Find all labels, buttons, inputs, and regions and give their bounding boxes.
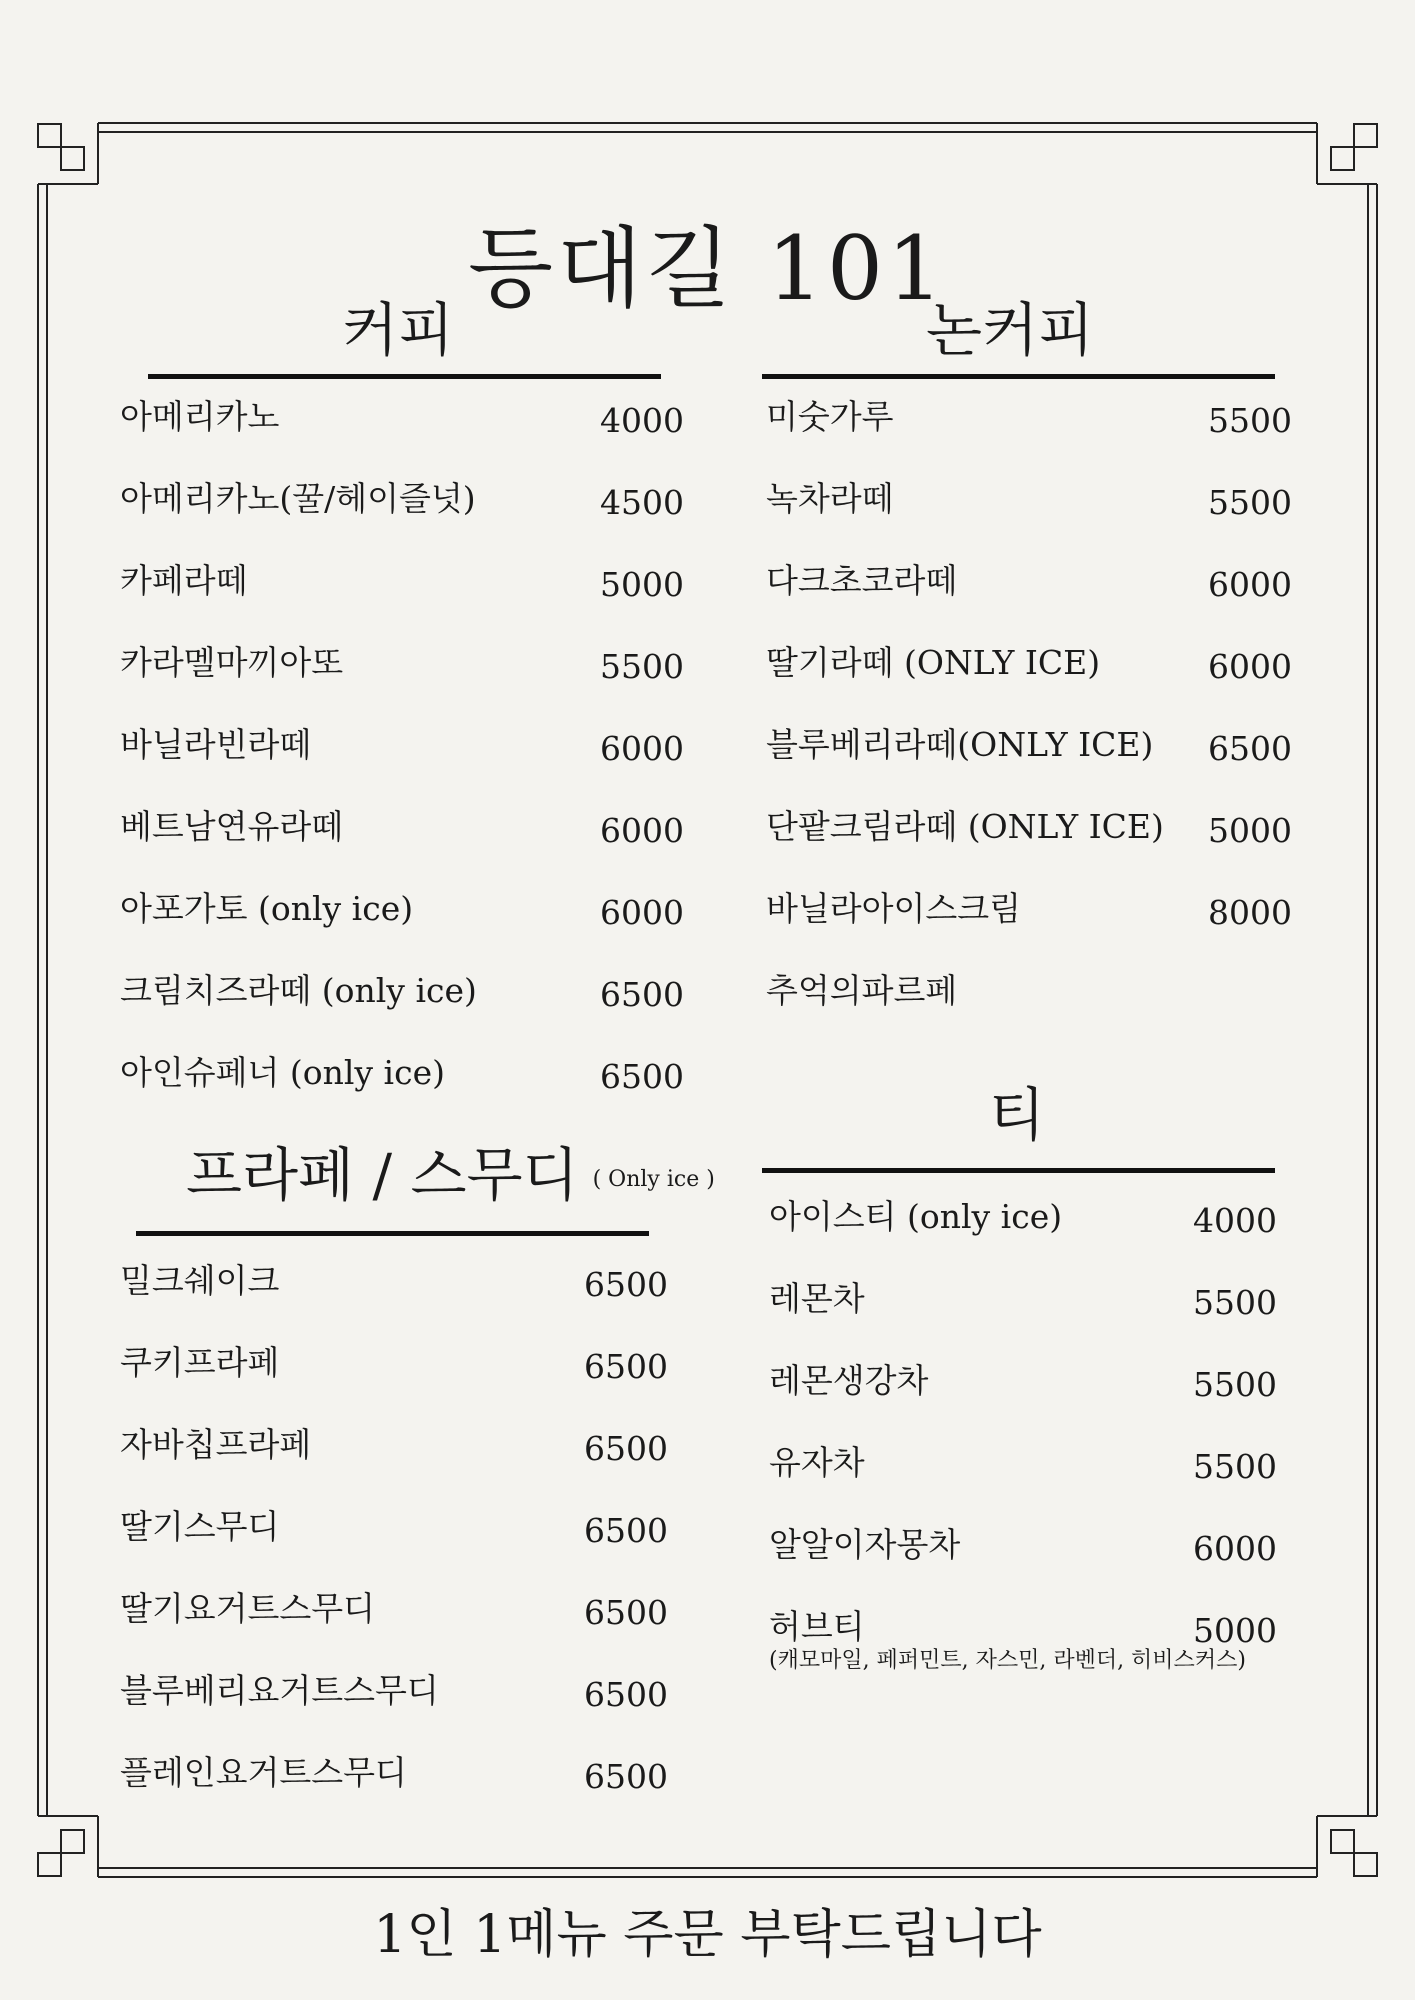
menu-item [769, 1602, 1277, 1673]
menu-item-name: 알알이자몽차 [769, 1525, 961, 1564]
menu-item-price: 4000 [1193, 1201, 1277, 1240]
menu-item-description: (캐모마일, 페퍼민트, 자스민, 라벤더, 히비스커스) [769, 1648, 1246, 1673]
menu-item [120, 802, 684, 852]
menu-item-name: 바닐라아이스크림 [766, 889, 1022, 928]
menu-item-name: 베트남연유라떼 [120, 807, 344, 846]
menu-item-name: 미숫가루 [766, 397, 894, 436]
menu-item [769, 1438, 1277, 1488]
section-rule-frappe [136, 1231, 649, 1236]
menu-item-price: 5500 [1193, 1365, 1277, 1404]
menu-item-price: 5500 [1208, 401, 1292, 440]
menu-item-price: 6000 [1193, 1529, 1277, 1568]
section-rule-coffee [148, 374, 661, 379]
menu-item [120, 1502, 668, 1552]
menu-item-name: 아인슈페너 (only ice) [120, 1053, 446, 1092]
menu-item [120, 1048, 684, 1098]
menu-item-name: 딸기스무디 [120, 1507, 280, 1546]
menu-item-price: 6500 [1208, 729, 1292, 768]
section-title-coffee: 커피 [341, 296, 455, 364]
menu-item [766, 392, 1292, 442]
menu-item [769, 1520, 1277, 1570]
menu-item [769, 1192, 1277, 1242]
menu-item-price: 6500 [584, 1265, 668, 1304]
menu-item-name: 레몬생강차 [769, 1361, 929, 1400]
menu-item-price: 6500 [584, 1347, 668, 1386]
menu-item-name: 레몬차 [769, 1279, 865, 1318]
menu-item [120, 1748, 668, 1798]
menu-item-price: 5500 [1193, 1447, 1277, 1486]
menu-item [766, 966, 1286, 1016]
section-note-frappe: ( Only ice ) [592, 1166, 715, 1192]
menu-item [120, 1420, 668, 1470]
menu-item-price: 5500 [1193, 1283, 1277, 1322]
menu-item [766, 802, 1292, 852]
menu-item-name: 아이스티 (only ice) [769, 1197, 1063, 1236]
menu-item-name: 녹차라떼 [766, 479, 894, 518]
menu-item-price: 6000 [1208, 565, 1292, 604]
menu-item-name: 바닐라빈라떼 [120, 725, 312, 764]
menu-item-price: 6500 [600, 975, 684, 1014]
menu-item-name: 유자차 [769, 1443, 865, 1482]
menu-item-price: 6500 [584, 1675, 668, 1714]
menu-item [766, 884, 1292, 934]
menu-item-name: 허브티 [769, 1607, 865, 1646]
menu-item [120, 1256, 668, 1306]
menu-item-price: 4500 [600, 483, 684, 522]
section-title-frappe [136, 1140, 736, 1215]
menu-item-price: 6500 [584, 1757, 668, 1796]
menu-item [120, 720, 684, 770]
menu-item-price: 5500 [600, 647, 684, 686]
menu-item-price: 6500 [584, 1593, 668, 1632]
menu-item-name: 추억의파르페 [766, 971, 958, 1010]
menu-item [766, 474, 1292, 524]
menu-item-price: 5000 [1193, 1611, 1277, 1650]
menu-item-name: 블루베리요거트스무디 [120, 1671, 439, 1710]
menu-item-name: 플레인요거트스무디 [120, 1753, 407, 1792]
page-title: 등대길 101 [468, 216, 947, 320]
menu-item-price: 6000 [600, 893, 684, 932]
menu-item-name: 자바칩프라페 [120, 1425, 312, 1464]
menu-item-price: 5000 [600, 565, 684, 604]
menu-item-name: 크림치즈라떼 (only ice) [120, 971, 477, 1010]
section-title-frappe-label: 프라페 / 스무디 [186, 1141, 579, 1209]
menu-item-price: 5000 [1208, 811, 1292, 850]
menu-item-price: 6000 [600, 811, 684, 850]
menu-item-name: 밀크쉐이크 [120, 1261, 280, 1300]
menu-item [766, 720, 1292, 770]
menu-item-name: 카라멜마끼아또 [120, 643, 344, 682]
menu-item-name: 쿠키프라페 [120, 1343, 280, 1382]
menu-item-name: 카페라떼 [120, 561, 248, 600]
section-title-noncoffee: 논커피 [925, 296, 1095, 364]
menu-item-price: 6000 [600, 729, 684, 768]
menu-item-name: 딸기요거트스무디 [120, 1589, 376, 1628]
menu-item [120, 884, 684, 934]
section-title-tea: 티 [988, 1081, 1046, 1149]
menu-item-name: 아메리카노(꿀/헤이즐넛) [120, 479, 476, 518]
section-rule-tea [762, 1168, 1275, 1173]
menu-item [766, 556, 1292, 606]
menu-item [120, 392, 684, 442]
menu-item-price: 5500 [1208, 483, 1292, 522]
menu-item [120, 638, 684, 688]
menu-item-price: 6500 [584, 1511, 668, 1550]
menu-item-price: 6500 [584, 1429, 668, 1468]
footer-notice: 1인 1메뉴 주문 부탁드립니다 [373, 1905, 1042, 1965]
menu-item [120, 966, 684, 1016]
menu-item [120, 1584, 668, 1634]
menu-item-name: 단팥크림라떼 (ONLY ICE) [766, 807, 1164, 846]
menu-item-price: 6000 [1208, 647, 1292, 686]
menu-item [120, 474, 684, 524]
menu-item [120, 1666, 668, 1716]
menu-item-name: 다크초코라떼 [766, 561, 958, 600]
menu-item-price: 6500 [600, 1057, 684, 1096]
menu-item [769, 1356, 1277, 1406]
menu-item-name: 아메리카노 [120, 397, 280, 436]
menu-item-name: 딸기라떼 (ONLY ICE) [766, 643, 1101, 682]
menu-item [769, 1274, 1277, 1324]
menu-item [766, 638, 1292, 688]
menu-item [120, 556, 684, 606]
menu-item-price: 4000 [600, 401, 684, 440]
menu-item-price: 8000 [1208, 893, 1292, 932]
section-rule-noncoffee [762, 374, 1275, 379]
menu-item-name: 블루베리라떼(ONLY ICE) [766, 725, 1154, 764]
menu-item-name: 아포가토 (only ice) [120, 889, 414, 928]
menu-item [120, 1338, 668, 1388]
